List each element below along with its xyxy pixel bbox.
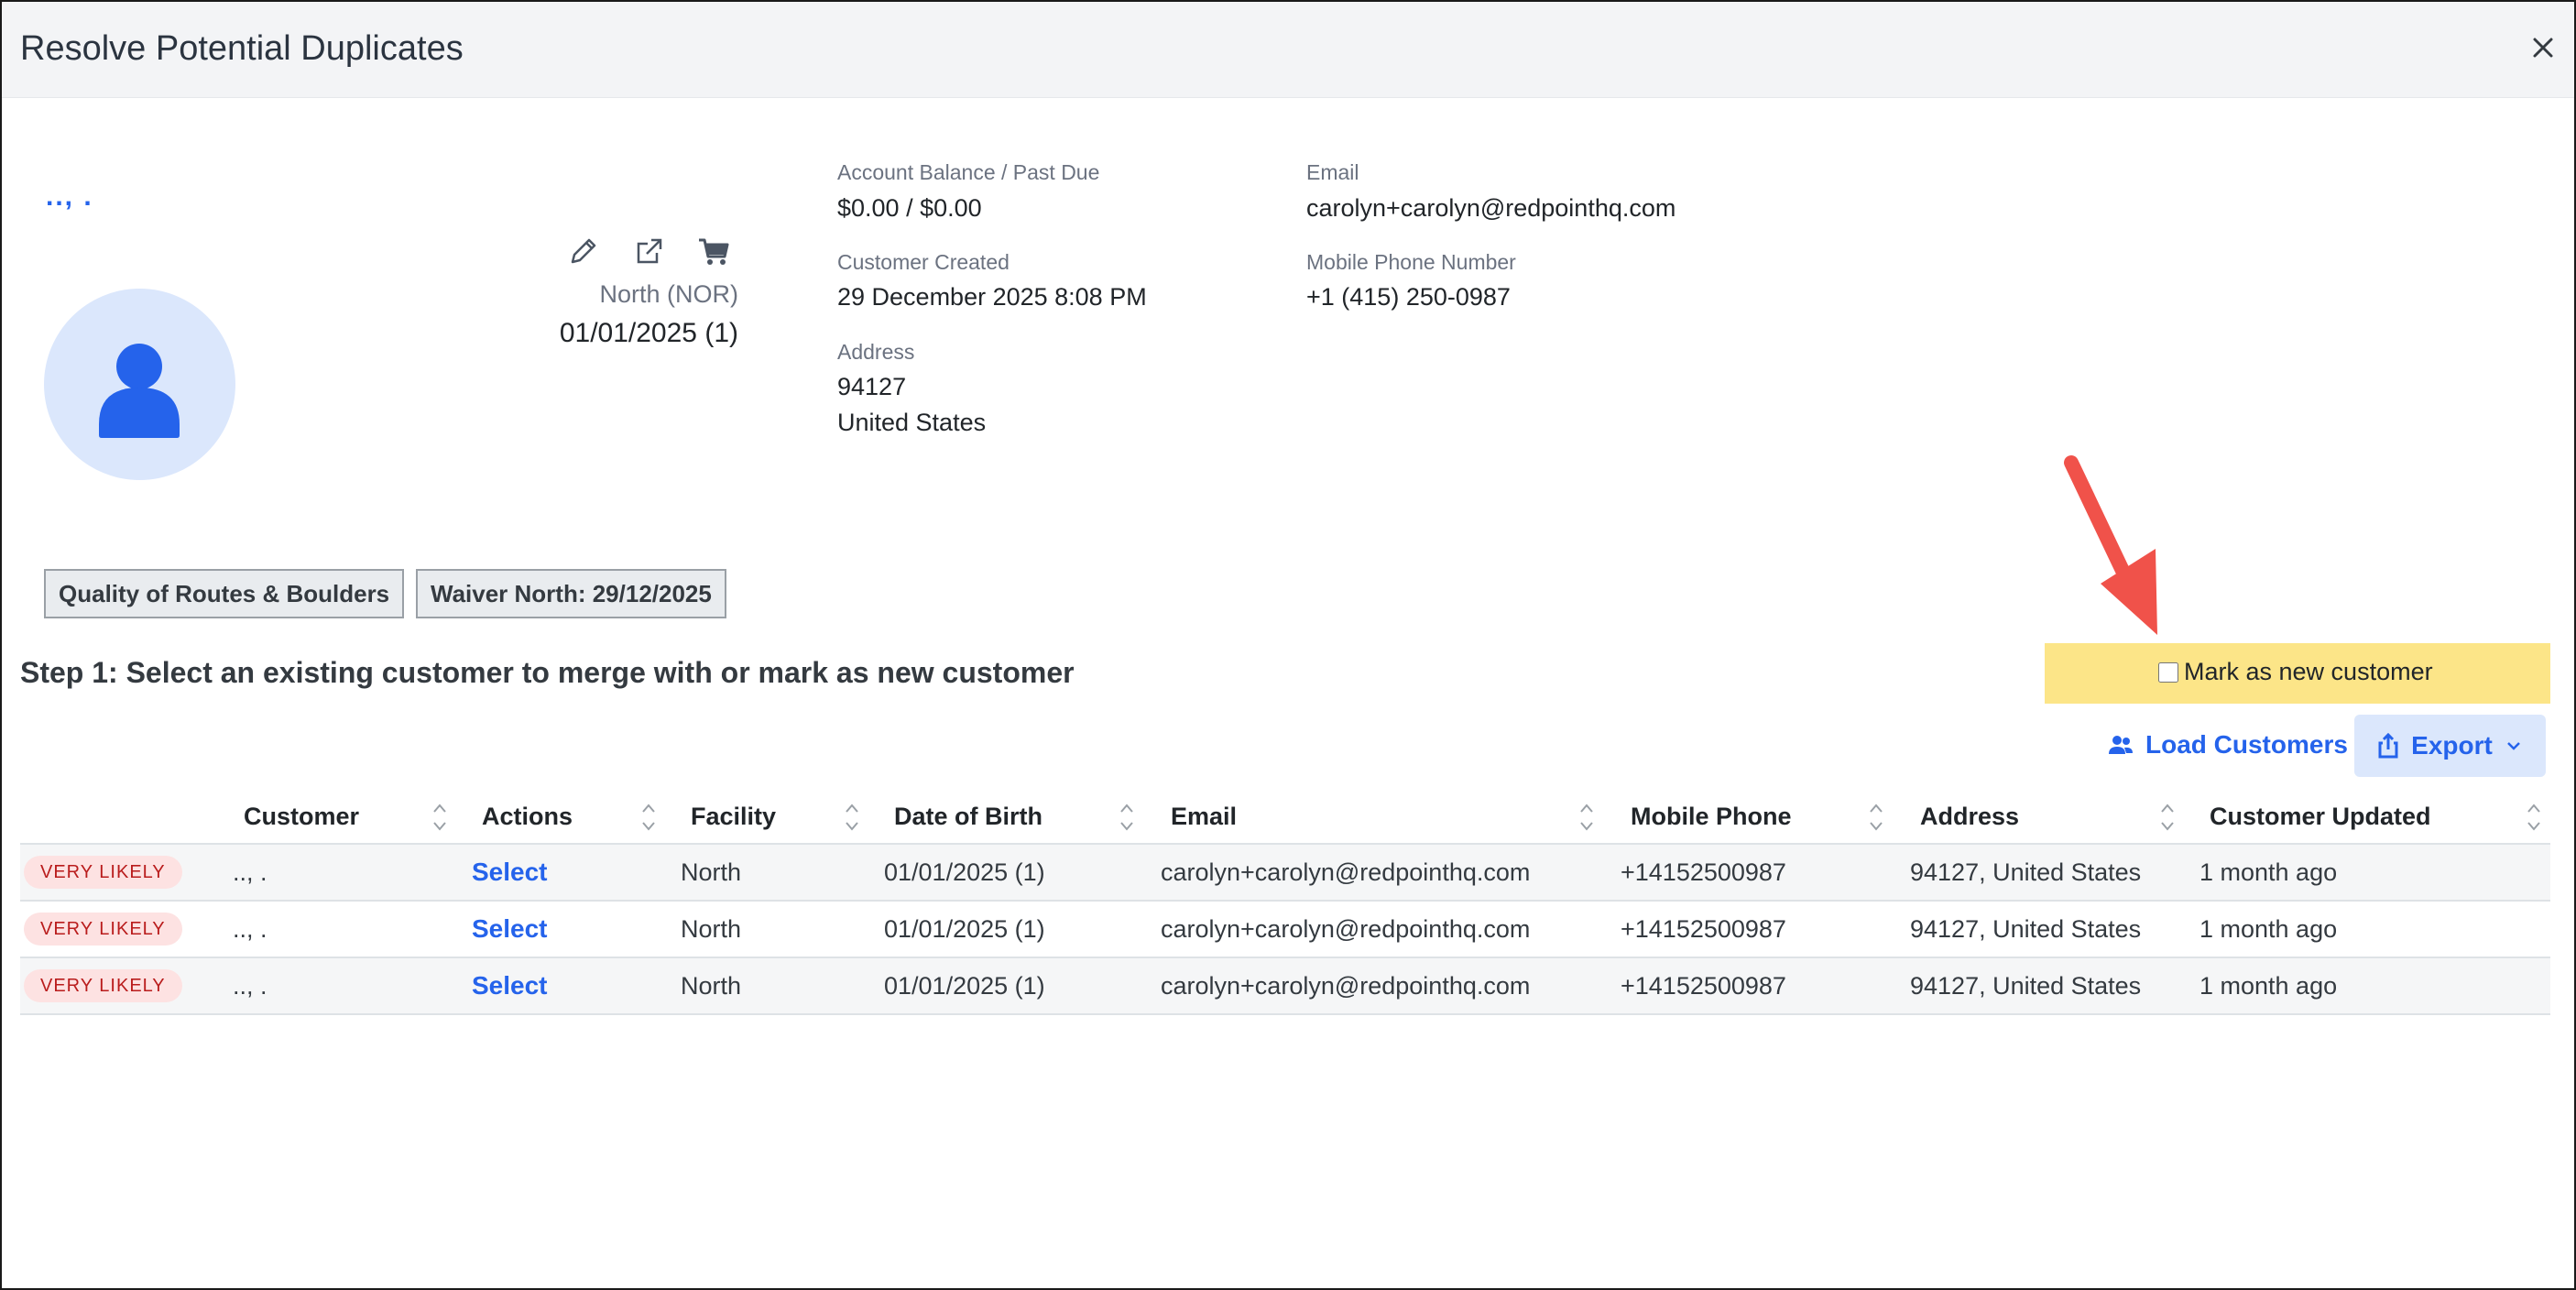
sort-icon[interactable]: [1118, 801, 1136, 834]
sort-icon[interactable]: [843, 801, 861, 834]
cell-mobile-phone: +14152500987: [1621, 972, 1786, 1000]
customer-created-value: 29 December 2025 8:08 PM: [837, 283, 1147, 311]
mark-new-customer-checkbox[interactable]: [2158, 662, 2178, 683]
column-header-date-of-birth[interactable]: Date of Birth: [894, 803, 1042, 830]
column-header-customer-updated[interactable]: Customer Updated: [2210, 803, 2431, 830]
cell-customer-updated: 1 month ago: [2199, 915, 2338, 943]
annotation-arrow: [2049, 446, 2168, 639]
mark-new-customer-label[interactable]: Mark as new customer: [2184, 658, 2433, 685]
email-label: Email: [1306, 160, 1359, 184]
select-button[interactable]: Select: [472, 914, 548, 943]
table-row: [20, 845, 2550, 902]
cell-mobile-phone: +14152500987: [1621, 915, 1786, 943]
tag-quality-routes: Quality of Routes & Boulders: [44, 569, 404, 618]
sort-icon[interactable]: [2158, 801, 2177, 834]
tag-waiver-north: Waiver North: 29/12/2025: [416, 569, 726, 618]
cell-address: 94127, United States: [1910, 972, 2142, 1000]
cart-icon[interactable]: [695, 233, 732, 269]
export-icon: [2376, 732, 2400, 760]
date-of-birth-label: 01/01/2025 (1): [559, 318, 738, 348]
address-label: Address: [837, 340, 915, 364]
customer-created-label: Customer Created: [837, 250, 1010, 274]
cell-date-of-birth: 01/01/2025 (1): [884, 972, 1045, 1000]
cell-customer: .., .: [233, 858, 267, 886]
cell-address: 94127, United States: [1910, 915, 2142, 943]
chevron-down-icon: [2504, 736, 2524, 756]
account-balance-value: $0.00 / $0.00: [837, 194, 982, 222]
mark-new-customer-box: [2045, 643, 2550, 704]
sort-icon[interactable]: [2525, 801, 2543, 834]
cell-customer-updated: 1 month ago: [2199, 858, 2338, 886]
external-link-icon[interactable]: [631, 233, 668, 269]
cell-facility: North: [681, 915, 742, 943]
column-header-customer[interactable]: Customer: [244, 803, 360, 830]
cell-date-of-birth: 01/01/2025 (1): [884, 858, 1045, 886]
column-header-mobile-phone[interactable]: Mobile Phone: [1631, 803, 1792, 830]
cell-customer: .., .: [233, 915, 267, 943]
users-icon: [2107, 731, 2134, 759]
sort-icon[interactable]: [1577, 801, 1596, 834]
customer-name-link[interactable]: .., .: [46, 181, 93, 212]
likelihood-badge: VERY LIKELY: [24, 913, 182, 946]
mobile-phone-label: Mobile Phone Number: [1306, 250, 1516, 274]
column-header-email[interactable]: Email: [1171, 803, 1238, 830]
user-icon: [44, 289, 235, 480]
table-row: [20, 902, 2550, 958]
sort-icon[interactable]: [639, 801, 658, 834]
likelihood-badge: VERY LIKELY: [24, 856, 182, 889]
cell-mobile-phone: +14152500987: [1621, 858, 1786, 886]
modal-title: Resolve Potential Duplicates: [20, 29, 464, 68]
sort-icon[interactable]: [1867, 801, 1885, 834]
address-line-2: United States: [837, 409, 987, 436]
cell-email: carolyn+carolyn@redpointhq.com: [1161, 972, 1531, 1000]
cell-facility: North: [681, 972, 742, 1000]
mobile-phone-value: +1 (415) 250-0987: [1306, 283, 1511, 311]
cell-address: 94127, United States: [1910, 858, 2142, 886]
cell-date-of-birth: 01/01/2025 (1): [884, 915, 1045, 943]
select-button[interactable]: Select: [472, 858, 548, 886]
column-header-facility[interactable]: Facility: [691, 803, 777, 830]
load-customers-button[interactable]: [2107, 715, 2348, 775]
cell-email: carolyn+carolyn@redpointhq.com: [1161, 915, 1531, 943]
close-icon[interactable]: [2525, 29, 2561, 66]
load-customers-label: Load Customers: [2145, 730, 2348, 759]
export-label: Export: [2411, 731, 2493, 760]
account-balance-label: Account Balance / Past Due: [837, 160, 1100, 184]
table-row: [20, 958, 2550, 1015]
sort-icon[interactable]: [431, 801, 449, 834]
column-header-actions[interactable]: Actions: [482, 803, 573, 830]
column-header-address[interactable]: Address: [1920, 803, 2020, 830]
duplicates-table: [20, 792, 2550, 1015]
cell-customer-updated: 1 month ago: [2199, 972, 2338, 1000]
export-button[interactable]: [2354, 715, 2546, 777]
avatar: [44, 289, 235, 480]
modal-header: [2, 2, 2574, 98]
cell-email: carolyn+carolyn@redpointhq.com: [1161, 858, 1531, 886]
table-header: [20, 792, 2550, 845]
address-line-1: 94127: [837, 373, 907, 400]
cell-facility: North: [681, 858, 742, 886]
facility-label: North (NOR): [599, 280, 738, 308]
step-title: Step 1: Select an existing customer to merge with or mark as new customer: [20, 656, 1075, 689]
email-value: carolyn+carolyn@redpointhq.com: [1306, 194, 1676, 222]
select-button[interactable]: Select: [472, 971, 548, 1000]
pencil-icon[interactable]: [565, 233, 602, 269]
cell-customer: .., .: [233, 972, 267, 1000]
likelihood-badge: VERY LIKELY: [24, 969, 182, 1002]
